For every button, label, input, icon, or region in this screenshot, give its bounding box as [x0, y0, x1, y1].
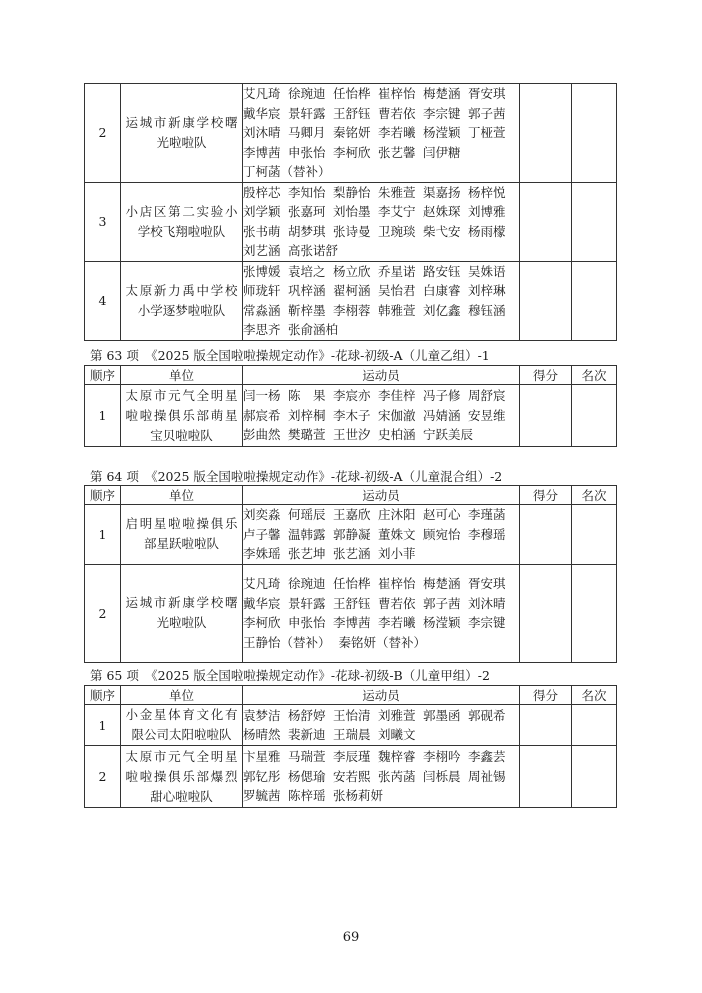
table-row: [85, 746, 617, 808]
athlete-name: 李宗键: [468, 615, 506, 630]
order-cell: 3: [85, 182, 121, 261]
col-rank: 名次: [572, 686, 617, 705]
athlete-name: 丁柯菡（替补）: [243, 164, 331, 179]
athlete-name: 任怡桦: [333, 576, 371, 591]
athlete-name: 李若曦: [378, 615, 416, 630]
athlete-name: 杨偲瑜: [288, 768, 326, 784]
athlete-name: 胥安琪: [468, 576, 506, 591]
athlete-name: 刘曦文: [378, 727, 416, 742]
col-unit: 单位: [121, 686, 243, 705]
unit-cell: [121, 84, 243, 183]
athlete-name: 艾凡琦: [243, 576, 281, 591]
athlete-name: 师珑轩: [243, 283, 281, 298]
athletes-cell: [243, 746, 520, 808]
athlete-name: 胡梦琪: [288, 223, 326, 239]
athletes-cell: [243, 705, 520, 746]
section-title-64: 第 64 项 《2025 版全国啦啦操规定动作》-花球-初级-A（儿童混合组）-2: [90, 469, 503, 484]
athlete-name: 樊璐萱: [288, 427, 326, 443]
score-cell[interactable]: [520, 385, 572, 447]
athlete-name: 任怡桦: [333, 86, 371, 101]
athlete-name: 李栩蓉: [333, 302, 371, 318]
athlete-name: 刘博雅: [468, 204, 506, 219]
unit-name: 太原市元气全明星啦啦操俱乐部萌星宝贝啦啦队: [125, 387, 238, 443]
athlete-name: 张书萌: [243, 223, 281, 239]
athlete-name: 徐琬迪: [288, 86, 326, 101]
score-cell[interactable]: [520, 84, 572, 183]
athlete-name: 彭曲然: [243, 427, 281, 443]
athlete-name: 陈梓瑶: [288, 788, 326, 804]
athletes-cell: [243, 261, 520, 340]
athletes-cell: [243, 385, 520, 447]
athlete-name: 崔梓怡: [378, 576, 416, 591]
athlete-name: 王瑞晨: [333, 727, 371, 742]
col-score: 得分: [520, 686, 572, 705]
athlete-name: 靳梓墨: [288, 302, 326, 318]
athlete-name: 赵姝琛: [423, 204, 461, 219]
order-cell: 4: [85, 261, 121, 340]
athlete-name: 卞星雅: [243, 749, 281, 765]
table-64: [84, 485, 616, 663]
order-cell: 2: [85, 564, 121, 662]
athlete-name: 杨舒婷: [288, 707, 326, 723]
athlete-name: 杨雨檬: [468, 223, 506, 239]
athlete-name: 顾宛怡: [423, 526, 461, 542]
athlete-name: 申张怡: [288, 615, 326, 630]
athlete-name: 杨晴然: [243, 727, 281, 742]
athlete-name: 罗毓茜: [243, 788, 281, 804]
order-cell: 2: [85, 84, 121, 183]
unit-name: 运城市新康学校曙光啦啦队: [125, 114, 238, 150]
athlete-name: 闫伊糖: [423, 144, 461, 160]
athlete-name: 李姝瑶: [243, 546, 281, 561]
athlete-name: 温韩露: [288, 526, 326, 542]
athlete-name: 郭墨函: [423, 707, 461, 723]
athlete-name: 李宗键: [423, 105, 461, 121]
athlete-name: 梅楚涵: [423, 576, 461, 591]
athlete-name: 庄沐阳: [378, 507, 416, 522]
athlete-name: 秦铭妍: [333, 125, 371, 140]
athlete-name: 陈 果: [288, 388, 326, 404]
athlete-name: 郭子茜: [423, 595, 461, 611]
col-order: 顺序: [85, 686, 121, 705]
athlete-name: 刘小菲: [378, 546, 416, 561]
athlete-name: 刘奕淼: [243, 507, 281, 522]
col-score: 得分: [520, 366, 572, 385]
unit-cell: [121, 505, 243, 565]
athlete-name: 李鑫芸: [468, 749, 506, 765]
athlete-name: 冯子修: [423, 388, 461, 404]
athlete-name: 郭砚希: [468, 707, 506, 723]
col-rank: 名次: [572, 366, 617, 385]
score-cell[interactable]: [520, 261, 572, 340]
athlete-name: 李思齐: [243, 322, 281, 337]
athlete-name: 史柏涵: [378, 427, 416, 443]
athlete-name: 殷梓芯: [243, 184, 281, 200]
order-cell: 1: [85, 505, 121, 565]
athlete-name: 巩梓涵: [288, 283, 326, 298]
athlete-name: 李知怡: [288, 184, 326, 200]
athletes-cell: [243, 84, 520, 183]
athlete-name: 曹若依: [378, 105, 416, 121]
athlete-name: 张艺馨: [378, 144, 416, 160]
athletes-cell: [243, 505, 520, 565]
table-63: [84, 365, 616, 447]
athlete-name: 吴姝语: [468, 263, 506, 279]
unit-cell: [121, 564, 243, 662]
athlete-name: 郝宸希: [243, 407, 281, 423]
athlete-name: 张嘉珂: [288, 204, 326, 219]
col-athletes: 运动员: [243, 486, 520, 505]
rank-cell[interactable]: [572, 261, 617, 340]
rank-cell[interactable]: [572, 385, 617, 447]
athlete-name: 路安钰: [423, 263, 461, 279]
col-unit: 单位: [121, 366, 243, 385]
athlete-name: 李栩吟: [423, 749, 461, 765]
athlete-name: 曹若依: [378, 595, 416, 611]
section-title-65: 第 65 项 《2025 版全国啦啦操规定动作》-花球-初级-B（儿童甲组）-2: [90, 668, 490, 683]
athlete-name: 袁培之: [288, 263, 326, 279]
athlete-name: 刘沐晴: [243, 125, 281, 140]
athlete-name: 柴弋安: [423, 223, 461, 239]
athlete-name: 赵可心: [423, 507, 461, 522]
athlete-name: 王嘉欣: [333, 507, 371, 522]
athlete-name: 卢子馨: [243, 526, 281, 542]
rank-cell[interactable]: [572, 746, 617, 808]
table-row: [85, 84, 617, 183]
athlete-name: 魏梓睿: [378, 749, 416, 765]
athlete-name: 秦铭妍（替补）: [338, 634, 427, 650]
unit-cell: [121, 182, 243, 261]
unit-name: 启明星啦啦操俱乐部星跃啦啦队: [125, 516, 238, 552]
table-row: [85, 564, 617, 662]
athlete-name: 李博茜: [333, 615, 371, 630]
athlete-name: 李穆瑶: [468, 526, 506, 542]
athlete-name: 崔梓怡: [378, 86, 416, 101]
athlete-name: 渠嘉扬: [423, 184, 461, 200]
athlete-name: 李艾宁: [378, 204, 416, 219]
athlete-name: 艾凡琦: [243, 86, 281, 101]
athlete-name: 郭钇彤: [243, 768, 281, 784]
rank-cell[interactable]: [572, 84, 617, 183]
athlete-name: 刘怡墨: [333, 204, 371, 219]
table-row: [85, 705, 617, 746]
athlete-name: 丁桠萱: [468, 125, 506, 140]
unit-cell: [121, 385, 243, 447]
table-header-row: [85, 686, 617, 705]
athlete-name: 李佳梓: [378, 388, 416, 404]
athlete-name: 闫一杨: [243, 388, 281, 404]
table-header-row: [85, 486, 617, 505]
table-header-row: [85, 366, 617, 385]
athlete-name: 朱雅萱: [378, 184, 416, 200]
athlete-name: 董姝文: [378, 526, 416, 542]
athlete-name: 李若曦: [378, 125, 416, 140]
col-score: 得分: [520, 486, 572, 505]
table-row: [85, 182, 617, 261]
athlete-name: 王舒钰: [333, 105, 371, 121]
athlete-name: 李博茜: [243, 144, 281, 160]
unit-cell: [121, 746, 243, 808]
athlete-name: 戴华宸: [243, 105, 281, 121]
unit-name: 太原新力禹中学校小学逐梦啦啦队: [125, 282, 238, 318]
score-cell[interactable]: [520, 705, 572, 746]
athlete-name: 李木子: [333, 407, 371, 423]
athlete-name: 刘学颖: [243, 204, 281, 219]
athlete-name: 杨滢颖: [423, 125, 461, 140]
rank-cell[interactable]: [572, 705, 617, 746]
athlete-name: 吴怡君: [378, 283, 416, 298]
athlete-name: 宋伽澈: [378, 407, 416, 423]
col-order: 顺序: [85, 486, 121, 505]
table-row: [85, 385, 617, 447]
athlete-name: 郭子茜: [468, 105, 506, 121]
athlete-name: 景轩露: [288, 105, 326, 121]
athletes-cell: [243, 564, 520, 662]
athlete-name: 安若熙: [333, 768, 371, 784]
athlete-name: 杨立欣: [333, 263, 371, 279]
score-cell[interactable]: [520, 505, 572, 565]
rank-cell[interactable]: [572, 564, 617, 662]
col-unit: 单位: [121, 486, 243, 505]
athlete-name: 穆钰涵: [468, 302, 506, 318]
athlete-name: 韩雅萱: [378, 302, 416, 318]
athlete-name: 刘艺涵: [243, 243, 281, 258]
athlete-name: 李宸亦: [333, 388, 371, 404]
athlete-name: 张博媛: [243, 263, 281, 279]
athlete-name: 裴新迪: [288, 727, 326, 742]
athlete-name: 王静怡（替补）: [243, 634, 331, 650]
athlete-name: 马瑞萱: [288, 749, 326, 765]
table-continued: [84, 83, 616, 341]
unit-cell: [121, 705, 243, 746]
athlete-name: 张杨莉妍: [333, 788, 384, 804]
athlete-name: 宁跃美辰: [423, 427, 474, 443]
athlete-name: 杨滢颖: [423, 615, 461, 630]
athlete-name: 卫琬琰: [378, 223, 416, 239]
page-number: 69: [342, 930, 360, 945]
unit-cell: [121, 261, 243, 340]
athlete-name: 梅楚涵: [423, 86, 461, 101]
athlete-name: 袁梦洁: [243, 707, 281, 723]
col-athletes: 运动员: [243, 686, 520, 705]
athlete-name: 刘梓桐: [288, 407, 326, 423]
athlete-name: 刘沐晴: [468, 595, 506, 611]
table-row: [85, 261, 617, 340]
score-cell[interactable]: [520, 746, 572, 808]
athlete-name: 张艺坤: [288, 546, 326, 561]
score-cell[interactable]: [520, 182, 572, 261]
athlete-name: 王世汐: [333, 427, 371, 443]
athletes-cell: [243, 182, 520, 261]
athlete-name: 徐琬迪: [288, 576, 326, 591]
athlete-name: 王舒钰: [333, 595, 371, 611]
athlete-name: 李瑾菡: [468, 507, 506, 522]
athlete-name: 胥安琪: [468, 86, 506, 101]
rank-cell[interactable]: [572, 182, 617, 261]
rank-cell[interactable]: [572, 505, 617, 565]
table-65: [84, 685, 616, 808]
athlete-name: 翟柯涵: [333, 283, 371, 298]
athlete-name: 冯婧涵: [423, 407, 461, 423]
athlete-name: 梨静怡: [333, 184, 371, 200]
athlete-name: 李柯欣: [333, 144, 371, 160]
athlete-name: 闫栎晨: [423, 768, 461, 784]
athlete-name: 王怡清: [333, 707, 371, 723]
unit-name: 运城市新康学校曙光啦啦队: [125, 595, 238, 630]
order-cell: 1: [85, 385, 121, 447]
athlete-name: 刘雅萱: [378, 707, 416, 723]
unit-name: 太原市元气全明星啦啦操俱乐部爆烈甜心啦啦队: [125, 748, 238, 804]
athlete-name: 张诗曼: [333, 223, 371, 239]
athlete-name: 刘亿鑫: [423, 302, 461, 318]
athlete-name: 李辰瑾: [333, 749, 371, 765]
order-cell: 1: [85, 705, 121, 746]
order-cell: 2: [85, 746, 121, 808]
athlete-name: 张艺涵: [333, 546, 371, 561]
unit-name: 小金星体育文化有限公司太阳啦啦队: [125, 707, 238, 742]
col-order: 顺序: [85, 366, 121, 385]
athlete-name: 常淼涵: [243, 302, 281, 318]
col-rank: 名次: [572, 486, 617, 505]
athlete-name: 张俞涵柏: [288, 322, 339, 337]
athlete-name: 杨梓悦: [468, 184, 506, 200]
table-row: [85, 505, 617, 565]
athlete-name: 张芮菡: [378, 768, 416, 784]
col-athletes: 运动员: [243, 366, 520, 385]
athlete-name: 周舒宸: [468, 388, 506, 404]
athlete-name: 安昱维: [468, 407, 506, 423]
athlete-name: 高张诺舒: [288, 243, 339, 258]
athlete-name: 李柯欣: [243, 615, 281, 630]
athlete-name: 白康睿: [423, 283, 461, 298]
athlete-name: 马卿月: [288, 125, 326, 140]
athlete-name: 乔星诺: [378, 263, 416, 279]
athlete-name: 景轩露: [288, 595, 326, 611]
athlete-name: 周祉锡: [468, 768, 506, 784]
section-title-63: 第 63 项 《2025 版全国啦啦操规定动作》-花球-初级-A（儿童乙组）-1: [90, 348, 490, 363]
athlete-name: 申张怡: [288, 144, 326, 160]
athlete-name: 何瑶辰: [288, 507, 326, 522]
unit-name: 小店区第二实验小学校飞翔啦啦队: [125, 203, 238, 239]
score-cell[interactable]: [520, 564, 572, 662]
athlete-name: 郭静凝: [333, 526, 371, 542]
athlete-name: 戴华宸: [243, 595, 281, 611]
athlete-name: 刘梓琳: [468, 283, 506, 298]
